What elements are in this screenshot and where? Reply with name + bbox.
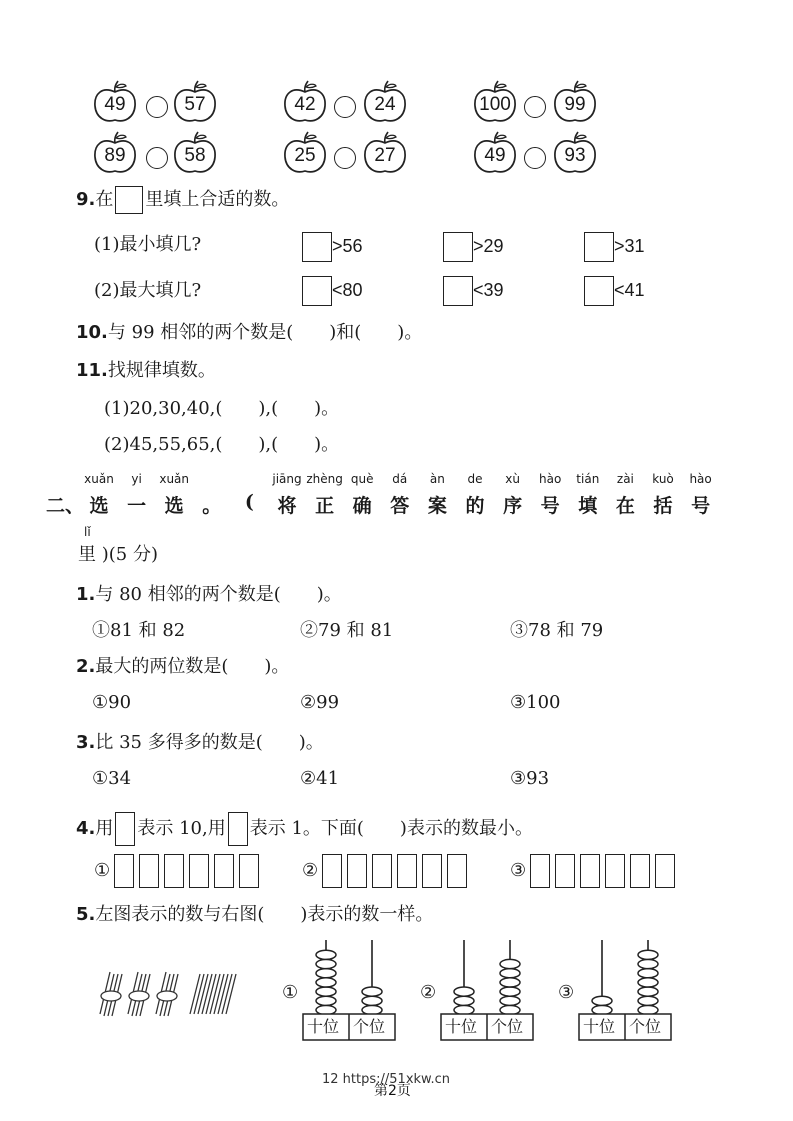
abacus-bead	[500, 978, 520, 987]
answer-box[interactable]	[115, 186, 143, 214]
question-text: 表示 10,用	[137, 818, 226, 839]
section-2-char: 选	[164, 495, 184, 517]
abacus-bead	[454, 1005, 474, 1014]
mc-question	[76, 656, 289, 678]
apple-number	[92, 131, 138, 175]
abacus-bead	[454, 996, 474, 1005]
abacus-bead	[638, 996, 658, 1005]
place-label-tens: 十位	[307, 1017, 340, 1036]
q4-bar-row[interactable]	[530, 854, 660, 888]
apple-number	[282, 131, 328, 175]
bar-cell	[630, 854, 650, 888]
abacus-bead	[362, 996, 382, 1005]
pinyin: kuò	[652, 472, 674, 486]
q4-option-marker[interactable]: ②	[302, 860, 319, 881]
ones-bar-symbol	[228, 812, 248, 846]
pinyin: àn	[429, 472, 445, 486]
apple-value: 89	[104, 145, 126, 166]
apple-value: 58	[184, 145, 206, 166]
pinyin: jiāng	[272, 472, 302, 486]
apple-number	[172, 80, 218, 124]
section-2-char: 的	[465, 495, 485, 517]
compare-circle[interactable]	[334, 96, 356, 118]
abacus-bead	[500, 987, 520, 996]
compare-circle[interactable]	[524, 96, 546, 118]
pinyin: tián	[576, 472, 600, 486]
apple-value: 57	[184, 94, 206, 115]
question-text: 与 99 相邻的两个数是( )和( )。	[107, 322, 423, 343]
section-2-char: (	[244, 491, 254, 513]
apple-value: 49	[104, 94, 126, 115]
abacus-bead	[638, 1005, 658, 1014]
q9-part1-label: (1)最小填几?	[94, 234, 202, 255]
answer-box[interactable]	[584, 276, 614, 306]
question-text: 左图表示的数与右图( )表示的数一样。	[95, 904, 434, 925]
stick-bundle	[128, 972, 150, 1016]
q9-fill-item	[443, 276, 504, 306]
pinyin-li: lǐ	[84, 525, 91, 539]
question-10	[76, 322, 422, 344]
question-number: 9.	[76, 189, 96, 210]
question-4	[76, 812, 533, 846]
abacus-bead	[500, 996, 520, 1005]
pinyin: què	[350, 472, 374, 486]
comparison-value: >56	[332, 235, 363, 256]
section-2-char: 正	[315, 495, 335, 517]
footer-url[interactable]: 12 https://51xkw.cn	[322, 1072, 450, 1087]
section-2-char: 。	[202, 495, 222, 517]
comparison-value: >29	[473, 235, 504, 256]
comparison-value: <41	[614, 279, 645, 300]
apple-number	[472, 131, 518, 175]
comparison-value: >31	[614, 235, 645, 256]
question-number: 2.	[76, 656, 96, 677]
q9-part2-label: (2)最大填几?	[94, 280, 202, 301]
bar-cell	[239, 854, 259, 888]
pinyin: xù	[505, 472, 520, 486]
comparison-value: <80	[332, 279, 363, 300]
question-number: 10.	[76, 322, 108, 343]
abacus-bead	[454, 987, 474, 996]
comparison-value: <39	[473, 279, 504, 300]
q9-fill-item	[443, 232, 504, 262]
q11-part2[interactable]: (2)45,55,65,( ),( )。	[104, 434, 340, 455]
place-label-tens: 十位	[583, 1017, 616, 1036]
apple-value: 42	[294, 94, 316, 115]
stick-bundle	[100, 972, 122, 1016]
stick-bundle	[156, 972, 178, 1016]
abacus-bead	[500, 1005, 520, 1014]
abacus-bead	[592, 1005, 612, 1014]
question-text: 在	[95, 189, 114, 210]
bar-cell	[372, 854, 392, 888]
question-number: 5.	[76, 904, 96, 925]
place-label-tens: 十位	[445, 1017, 478, 1036]
question-number: 1.	[76, 584, 96, 605]
section-2-char: 号	[691, 495, 711, 517]
question-number: 3.	[76, 732, 96, 753]
bar-cell	[114, 854, 134, 888]
q5-option-marker[interactable]: ③	[558, 982, 575, 1003]
question-text: 与 80 相邻的两个数是( )。	[95, 584, 342, 605]
abacus-bead	[500, 959, 520, 968]
mc-option[interactable]: ③93	[510, 768, 550, 789]
apple-number	[92, 80, 138, 124]
apple-value: 27	[374, 145, 396, 166]
bar-cell	[347, 854, 367, 888]
q4-bar-row[interactable]	[322, 854, 452, 888]
abacus-bead	[638, 959, 658, 968]
section-2-char: 确	[352, 495, 372, 517]
question-text: 找规律填数。	[107, 360, 216, 381]
mc-option[interactable]: ②79 和 81	[300, 620, 394, 641]
pinyin: xuǎn	[159, 472, 190, 486]
bar-cell	[214, 854, 234, 888]
mc-option[interactable]: ①81 和 82	[92, 620, 186, 641]
apple-number	[282, 80, 328, 124]
pinyin: yi	[131, 472, 142, 486]
section-2-line2: 里 )(5 分)	[78, 544, 158, 565]
section-2-char: 号	[540, 495, 560, 517]
question-text: 用	[95, 818, 114, 839]
compare-circle[interactable]	[524, 147, 546, 169]
bar-cell	[655, 854, 675, 888]
answer-box[interactable]	[302, 232, 332, 262]
section-2-char: 序	[503, 495, 523, 517]
q5-option-marker[interactable]: ①	[282, 982, 299, 1003]
question-text: 里填上合适的数。	[145, 189, 290, 210]
answer-box[interactable]	[443, 232, 473, 262]
q11-part1[interactable]: (1)20,30,40,( ),( )。	[104, 398, 340, 419]
section-2-char: 在	[615, 495, 635, 517]
bar-cell	[397, 854, 417, 888]
abacus-bead	[316, 1005, 336, 1014]
place-label-ones: 个位	[491, 1017, 524, 1036]
apple-value: 100	[479, 94, 511, 115]
stick-bundles-illustration	[96, 966, 246, 1022]
apple-value: 93	[564, 145, 586, 166]
abacus-bead	[638, 969, 658, 978]
apple-value: 25	[294, 145, 316, 166]
abacus-bead	[638, 950, 658, 959]
mc-question	[76, 584, 342, 606]
section-2-char: 将	[277, 495, 297, 517]
abacus-bead	[592, 996, 612, 1005]
apple-value: 24	[374, 94, 396, 115]
abacus-bead	[316, 950, 336, 959]
bar-cell	[580, 854, 600, 888]
tens-bar-symbol	[115, 812, 135, 846]
section-2-char: 案	[427, 495, 447, 517]
place-label-ones: 个位	[353, 1017, 386, 1036]
abacus-bead	[316, 987, 336, 996]
mc-option[interactable]: ②41	[300, 768, 340, 789]
apple-value: 49	[484, 145, 506, 166]
answer-box[interactable]	[302, 276, 332, 306]
mc-option[interactable]: ①34	[92, 768, 132, 789]
q4-option-marker[interactable]: ③	[510, 860, 527, 881]
abacus-bead	[500, 969, 520, 978]
pinyin: hào	[689, 472, 712, 486]
compare-circle[interactable]	[334, 147, 356, 169]
q9-fill-item	[302, 232, 363, 262]
q9-fill-item	[584, 232, 645, 262]
question-text: 比 35 多得多的数是( )。	[95, 732, 324, 753]
section-2-char: 一	[127, 495, 147, 517]
abacus-bead	[316, 996, 336, 1005]
apple-number	[362, 80, 408, 124]
loose-sticks	[190, 974, 236, 1014]
section-2-char: 括	[653, 495, 673, 517]
mc-option[interactable]: ③78 和 79	[510, 620, 604, 641]
pinyin: dá	[392, 472, 408, 486]
question-text: 最大的两位数是( )。	[95, 656, 290, 677]
mc-option[interactable]: ②99	[300, 692, 340, 713]
question-11	[76, 360, 216, 382]
apple-number	[472, 80, 518, 124]
bar-cell	[189, 854, 209, 888]
section-2-char: 选	[89, 495, 109, 517]
bar-cell	[555, 854, 575, 888]
apple-number	[552, 80, 598, 124]
mc-question	[76, 732, 324, 754]
bar-cell	[447, 854, 467, 888]
abacus-bead	[638, 987, 658, 996]
bar-cell	[422, 854, 442, 888]
compare-circle[interactable]	[146, 96, 168, 118]
abacus-bead	[362, 987, 382, 996]
abacus-bead	[316, 969, 336, 978]
mc-option[interactable]: ①90	[92, 692, 132, 713]
q9-fill-item	[584, 276, 645, 306]
section-2-number: 二、	[46, 495, 85, 517]
pinyin: zài	[616, 472, 634, 486]
pinyin: xuǎn	[84, 472, 114, 486]
bar-cell	[164, 854, 184, 888]
bar-cell	[322, 854, 342, 888]
question-text: 表示 1。下面( )表示的数最小。	[249, 818, 533, 839]
pinyin: de	[467, 472, 483, 486]
section-2-char: 填	[578, 495, 598, 517]
abacus-bead	[362, 1005, 382, 1014]
q5-option-marker[interactable]: ②	[420, 982, 437, 1003]
apple-value: 99	[564, 94, 586, 115]
abacus-bead	[638, 978, 658, 987]
bar-cell	[605, 854, 625, 888]
question-5	[76, 904, 433, 926]
answer-box[interactable]	[443, 276, 473, 306]
abacus-bead	[316, 978, 336, 987]
abacus-bead	[316, 959, 336, 968]
question-9	[76, 186, 289, 214]
apple-number	[172, 131, 218, 175]
q9-fill-item	[302, 276, 363, 306]
place-label-ones: 个位	[629, 1017, 662, 1036]
apple-number	[362, 131, 408, 175]
q4-option-marker[interactable]: ①	[94, 860, 111, 881]
q4-bar-row[interactable]	[114, 854, 244, 888]
question-number: 4.	[76, 818, 96, 839]
answer-box[interactable]	[584, 232, 614, 262]
compare-circle[interactable]	[146, 147, 168, 169]
bar-cell	[139, 854, 159, 888]
page-number: 第2页	[374, 1083, 411, 1099]
apple-number	[552, 131, 598, 175]
mc-option[interactable]: ③100	[510, 692, 561, 713]
question-number: 11.	[76, 360, 108, 381]
section-2-char: 答	[390, 495, 410, 517]
bar-cell	[530, 854, 550, 888]
pinyin: hào	[539, 472, 562, 486]
pinyin: zhèng	[306, 472, 343, 486]
